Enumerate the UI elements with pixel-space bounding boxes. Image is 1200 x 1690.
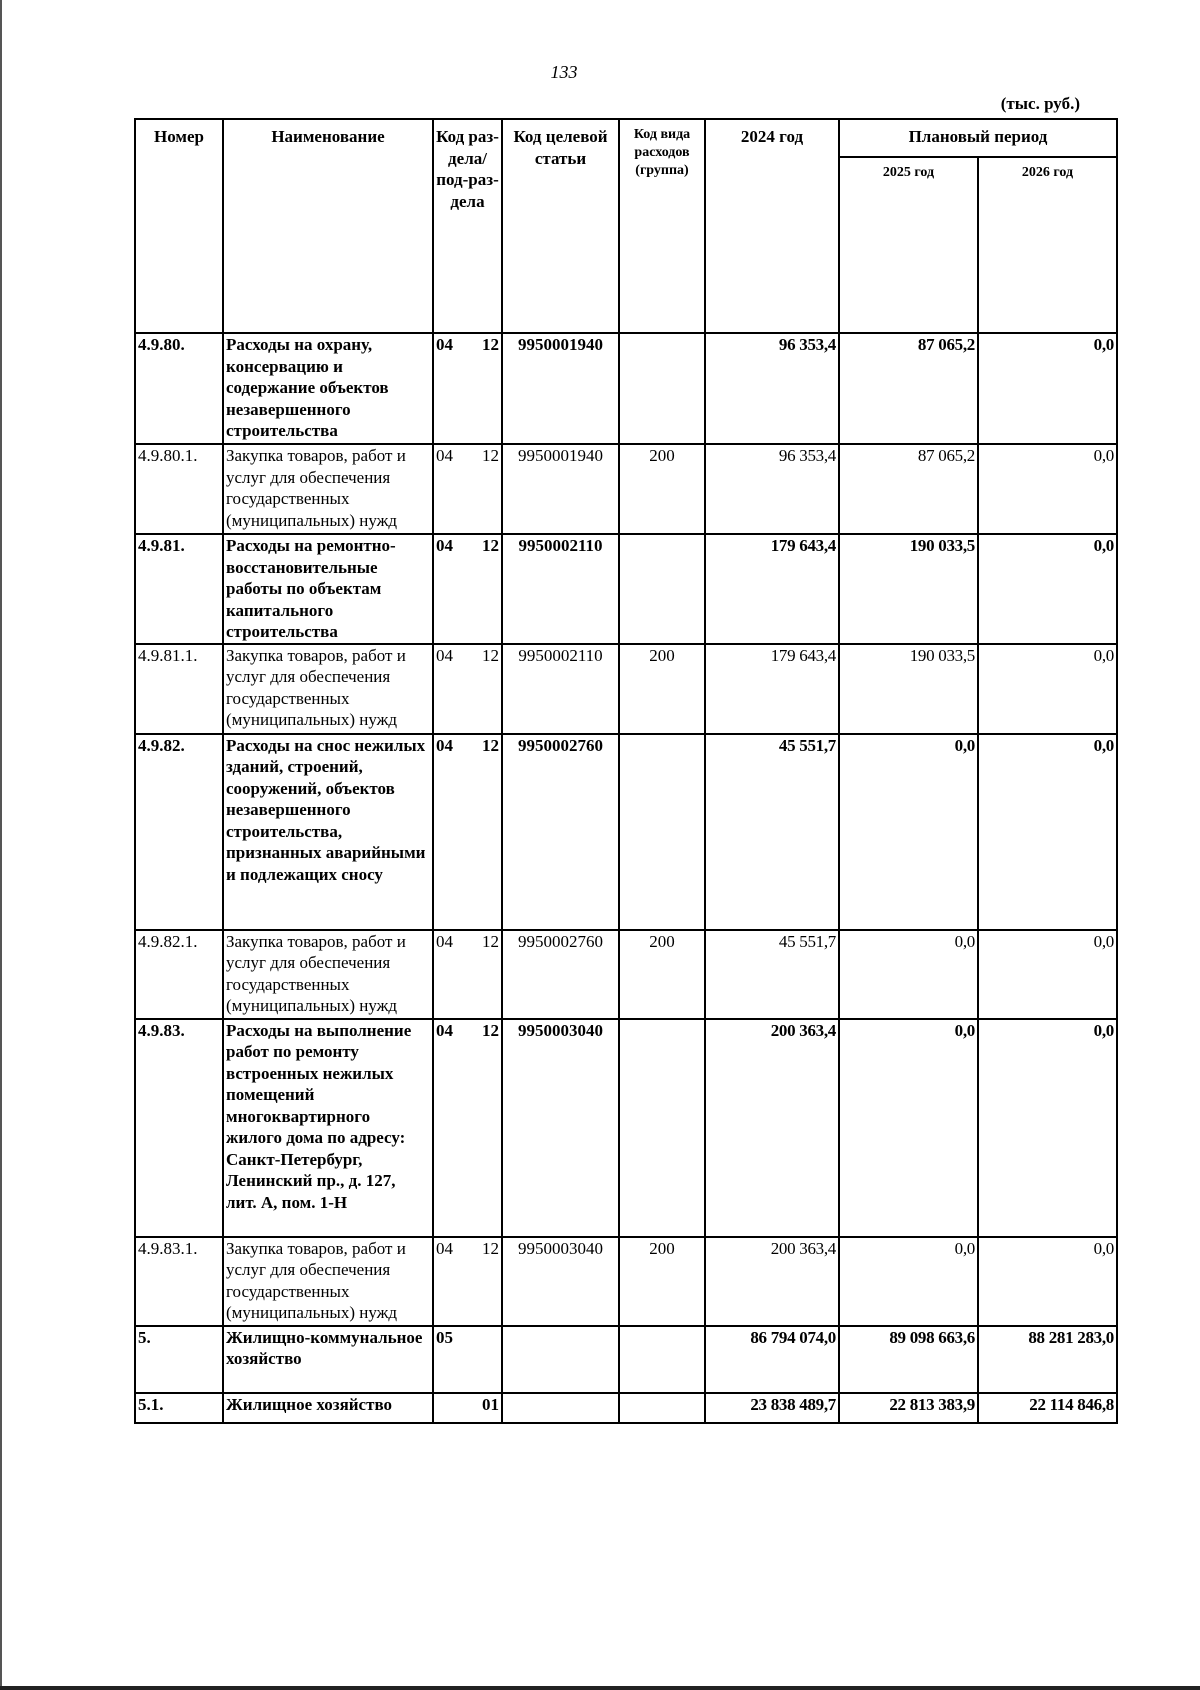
row-amount-2025: 87 065,2 <box>839 444 978 534</box>
row-expense-type <box>619 333 705 444</box>
row-target-code: 9950001940 <box>502 333 619 444</box>
row-amount-2026: 0,0 <box>978 1019 1117 1237</box>
row-number: 4.9.80.1. <box>135 444 223 534</box>
row-name: Расходы на выполнение работ по ремонту встроенных нежилых помещений многоквартирного жилого дома по адресу: Санкт-Петербург, Ленинский пр., д. 127, лит. А, пом. 1-Н <box>223 1019 433 1237</box>
section-code: 04 <box>436 1238 453 1258</box>
section-code: 04 <box>436 735 453 755</box>
row-section-code <box>433 1019 502 1237</box>
section-code: 04 <box>436 1020 453 1040</box>
subsection-code: 12 <box>482 446 499 465</box>
row-amount-2026: 0,0 <box>978 333 1117 444</box>
row-expense-type: 200 <box>619 930 705 1019</box>
row-target-code: 9950003040 <box>502 1019 619 1237</box>
row-amount-2024: 23 838 489,7 <box>705 1393 839 1423</box>
row-amount-2025: 190 033,5 <box>839 534 978 644</box>
row-name: Расходы на снос нежилых зданий, строений, сооружений, объектов незавершенного строительства, признанных аварийными и подлежащих сносу <box>223 734 433 930</box>
row-section-code <box>433 1237 502 1326</box>
row-expense-type: 200 <box>619 1237 705 1326</box>
section-code: 04 <box>436 446 453 465</box>
row-amount-2024: 200 363,4 <box>705 1019 839 1237</box>
row-amount-2026: 0,0 <box>978 930 1117 1019</box>
row-amount-2026: 0,0 <box>978 444 1117 534</box>
row-name: Закупка товаров, работ и услуг для обеспечения государственных (муниципальных) нужд <box>223 1237 433 1326</box>
row-number: 4.9.81. <box>135 534 223 644</box>
row-number: 4.9.83.1. <box>135 1237 223 1326</box>
row-section-code <box>433 1326 502 1393</box>
subsection-code: 12 <box>482 335 499 354</box>
row-section-code <box>433 734 502 930</box>
table-row <box>135 444 1117 534</box>
row-amount-2025: 22 813 383,9 <box>839 1393 978 1423</box>
row-expense-type <box>619 734 705 930</box>
row-name: Закупка товаров, работ и услуг для обеспечения государственных (муниципальных) нужд <box>223 930 433 1019</box>
section-code: 04 <box>436 645 453 665</box>
row-amount-2025: 190 033,5 <box>839 644 978 734</box>
row-amount-2024: 200 363,4 <box>705 1237 839 1326</box>
row-amount-2025: 89 098 663,6 <box>839 1326 978 1393</box>
row-amount-2024: 96 353,4 <box>705 444 839 534</box>
subsection-code: 12 <box>482 931 499 951</box>
row-amount-2025: 87 065,2 <box>839 333 978 444</box>
row-expense-type: 200 <box>619 444 705 534</box>
page-number: 133 <box>550 62 578 82</box>
row-name: Жилищное хозяйство <box>223 1393 433 1423</box>
row-amount-2024: 96 353,4 <box>705 333 839 444</box>
row-amount-2026: 0,0 <box>978 1237 1117 1326</box>
header-target-code: Код целевой статьи <box>502 119 619 333</box>
row-name: Жилищно-коммунальное хозяйство <box>223 1326 433 1393</box>
row-section-code <box>433 534 502 644</box>
table-row <box>135 1393 1117 1423</box>
row-number: 4.9.81.1. <box>135 644 223 734</box>
row-amount-2024: 45 551,7 <box>705 734 839 930</box>
row-number: 4.9.83. <box>135 1019 223 1237</box>
section-code: 04 <box>436 931 453 951</box>
header-expense-type: Код вида расходов (группа) <box>619 119 705 333</box>
row-amount-2026: 22 114 846,8 <box>978 1393 1117 1423</box>
row-number: 5. <box>135 1326 223 1393</box>
row-amount-2026: 0,0 <box>978 644 1117 734</box>
header-number: Номер <box>135 119 223 333</box>
row-number: 5.1. <box>135 1393 223 1423</box>
budget-table <box>134 118 1118 1424</box>
row-name: Расходы на ремонтно-восстановительные работы по объектам капитального строительства <box>223 534 433 644</box>
row-amount-2026: 0,0 <box>978 534 1117 644</box>
row-target-code: 9950002110 <box>502 644 619 734</box>
table-row <box>135 644 1117 734</box>
table-row <box>135 1326 1117 1393</box>
row-expense-type: 200 <box>619 644 705 734</box>
row-amount-2026: 88 281 283,0 <box>978 1326 1117 1393</box>
row-amount-2025: 0,0 <box>839 1237 978 1326</box>
table-row <box>135 534 1117 644</box>
scan-edge-bottom <box>0 1686 1200 1690</box>
row-name: Закупка товаров, работ и услуг для обеспечения государственных (муниципальных) нужд <box>223 444 433 534</box>
row-amount-2025: 0,0 <box>839 734 978 930</box>
row-target-code: 9950002760 <box>502 930 619 1019</box>
table-row <box>135 1237 1117 1326</box>
row-target-code <box>502 1393 619 1423</box>
row-target-code: 9950002760 <box>502 734 619 930</box>
header-year-2024: 2024 год <box>705 119 839 333</box>
table-row <box>135 1019 1117 1237</box>
subsection-code: 01 <box>482 1394 499 1414</box>
row-section-code <box>433 333 502 444</box>
row-section-code <box>433 444 502 534</box>
subsection-code: 12 <box>482 645 499 665</box>
row-amount-2025: 0,0 <box>839 1019 978 1237</box>
subsection-code: 12 <box>482 1020 499 1040</box>
row-number: 4.9.82.1. <box>135 930 223 1019</box>
section-code: 04 <box>436 335 453 354</box>
row-amount-2024: 179 643,4 <box>705 644 839 734</box>
row-target-code: 9950003040 <box>502 1237 619 1326</box>
row-section-code <box>433 930 502 1019</box>
section-code: 04 <box>436 536 453 555</box>
row-name: Закупка товаров, работ и услуг для обеспечения государственных (муниципальных) нужд <box>223 644 433 734</box>
table-row <box>135 333 1117 444</box>
row-amount-2024: 86 794 074,0 <box>705 1326 839 1393</box>
units-label: (тыс. руб.) <box>1000 94 1080 113</box>
row-amount-2025: 0,0 <box>839 930 978 1019</box>
row-section-code <box>433 644 502 734</box>
table-row <box>135 734 1117 930</box>
header-planned-period: Плановый период <box>839 119 1117 157</box>
scan-edge-left <box>0 0 2 1690</box>
subsection-code: 12 <box>482 536 499 555</box>
row-target-code: 9950002110 <box>502 534 619 644</box>
header-year-2026: 2026 год <box>978 157 1117 333</box>
subsection-code: 12 <box>482 1238 499 1258</box>
row-expense-type <box>619 1326 705 1393</box>
row-name: Расходы на охрану, консервацию и содержание объектов незавершенного строительства <box>223 333 433 444</box>
header-section-code: Код раз-дела/ под-раз-дела <box>433 119 502 333</box>
subsection-code: 12 <box>482 735 499 755</box>
row-target-code <box>502 1326 619 1393</box>
table-row <box>135 930 1117 1019</box>
row-amount-2024: 179 643,4 <box>705 534 839 644</box>
header-year-2025: 2025 год <box>839 157 978 333</box>
row-number: 4.9.80. <box>135 333 223 444</box>
row-expense-type <box>619 1019 705 1237</box>
row-amount-2024: 45 551,7 <box>705 930 839 1019</box>
row-expense-type <box>619 534 705 644</box>
row-number: 4.9.82. <box>135 734 223 930</box>
row-section-code <box>433 1393 502 1423</box>
row-expense-type <box>619 1393 705 1423</box>
row-target-code: 9950001940 <box>502 444 619 534</box>
header-name: Наименование <box>223 119 433 333</box>
section-code: 05 <box>436 1327 453 1347</box>
row-amount-2026: 0,0 <box>978 734 1117 930</box>
